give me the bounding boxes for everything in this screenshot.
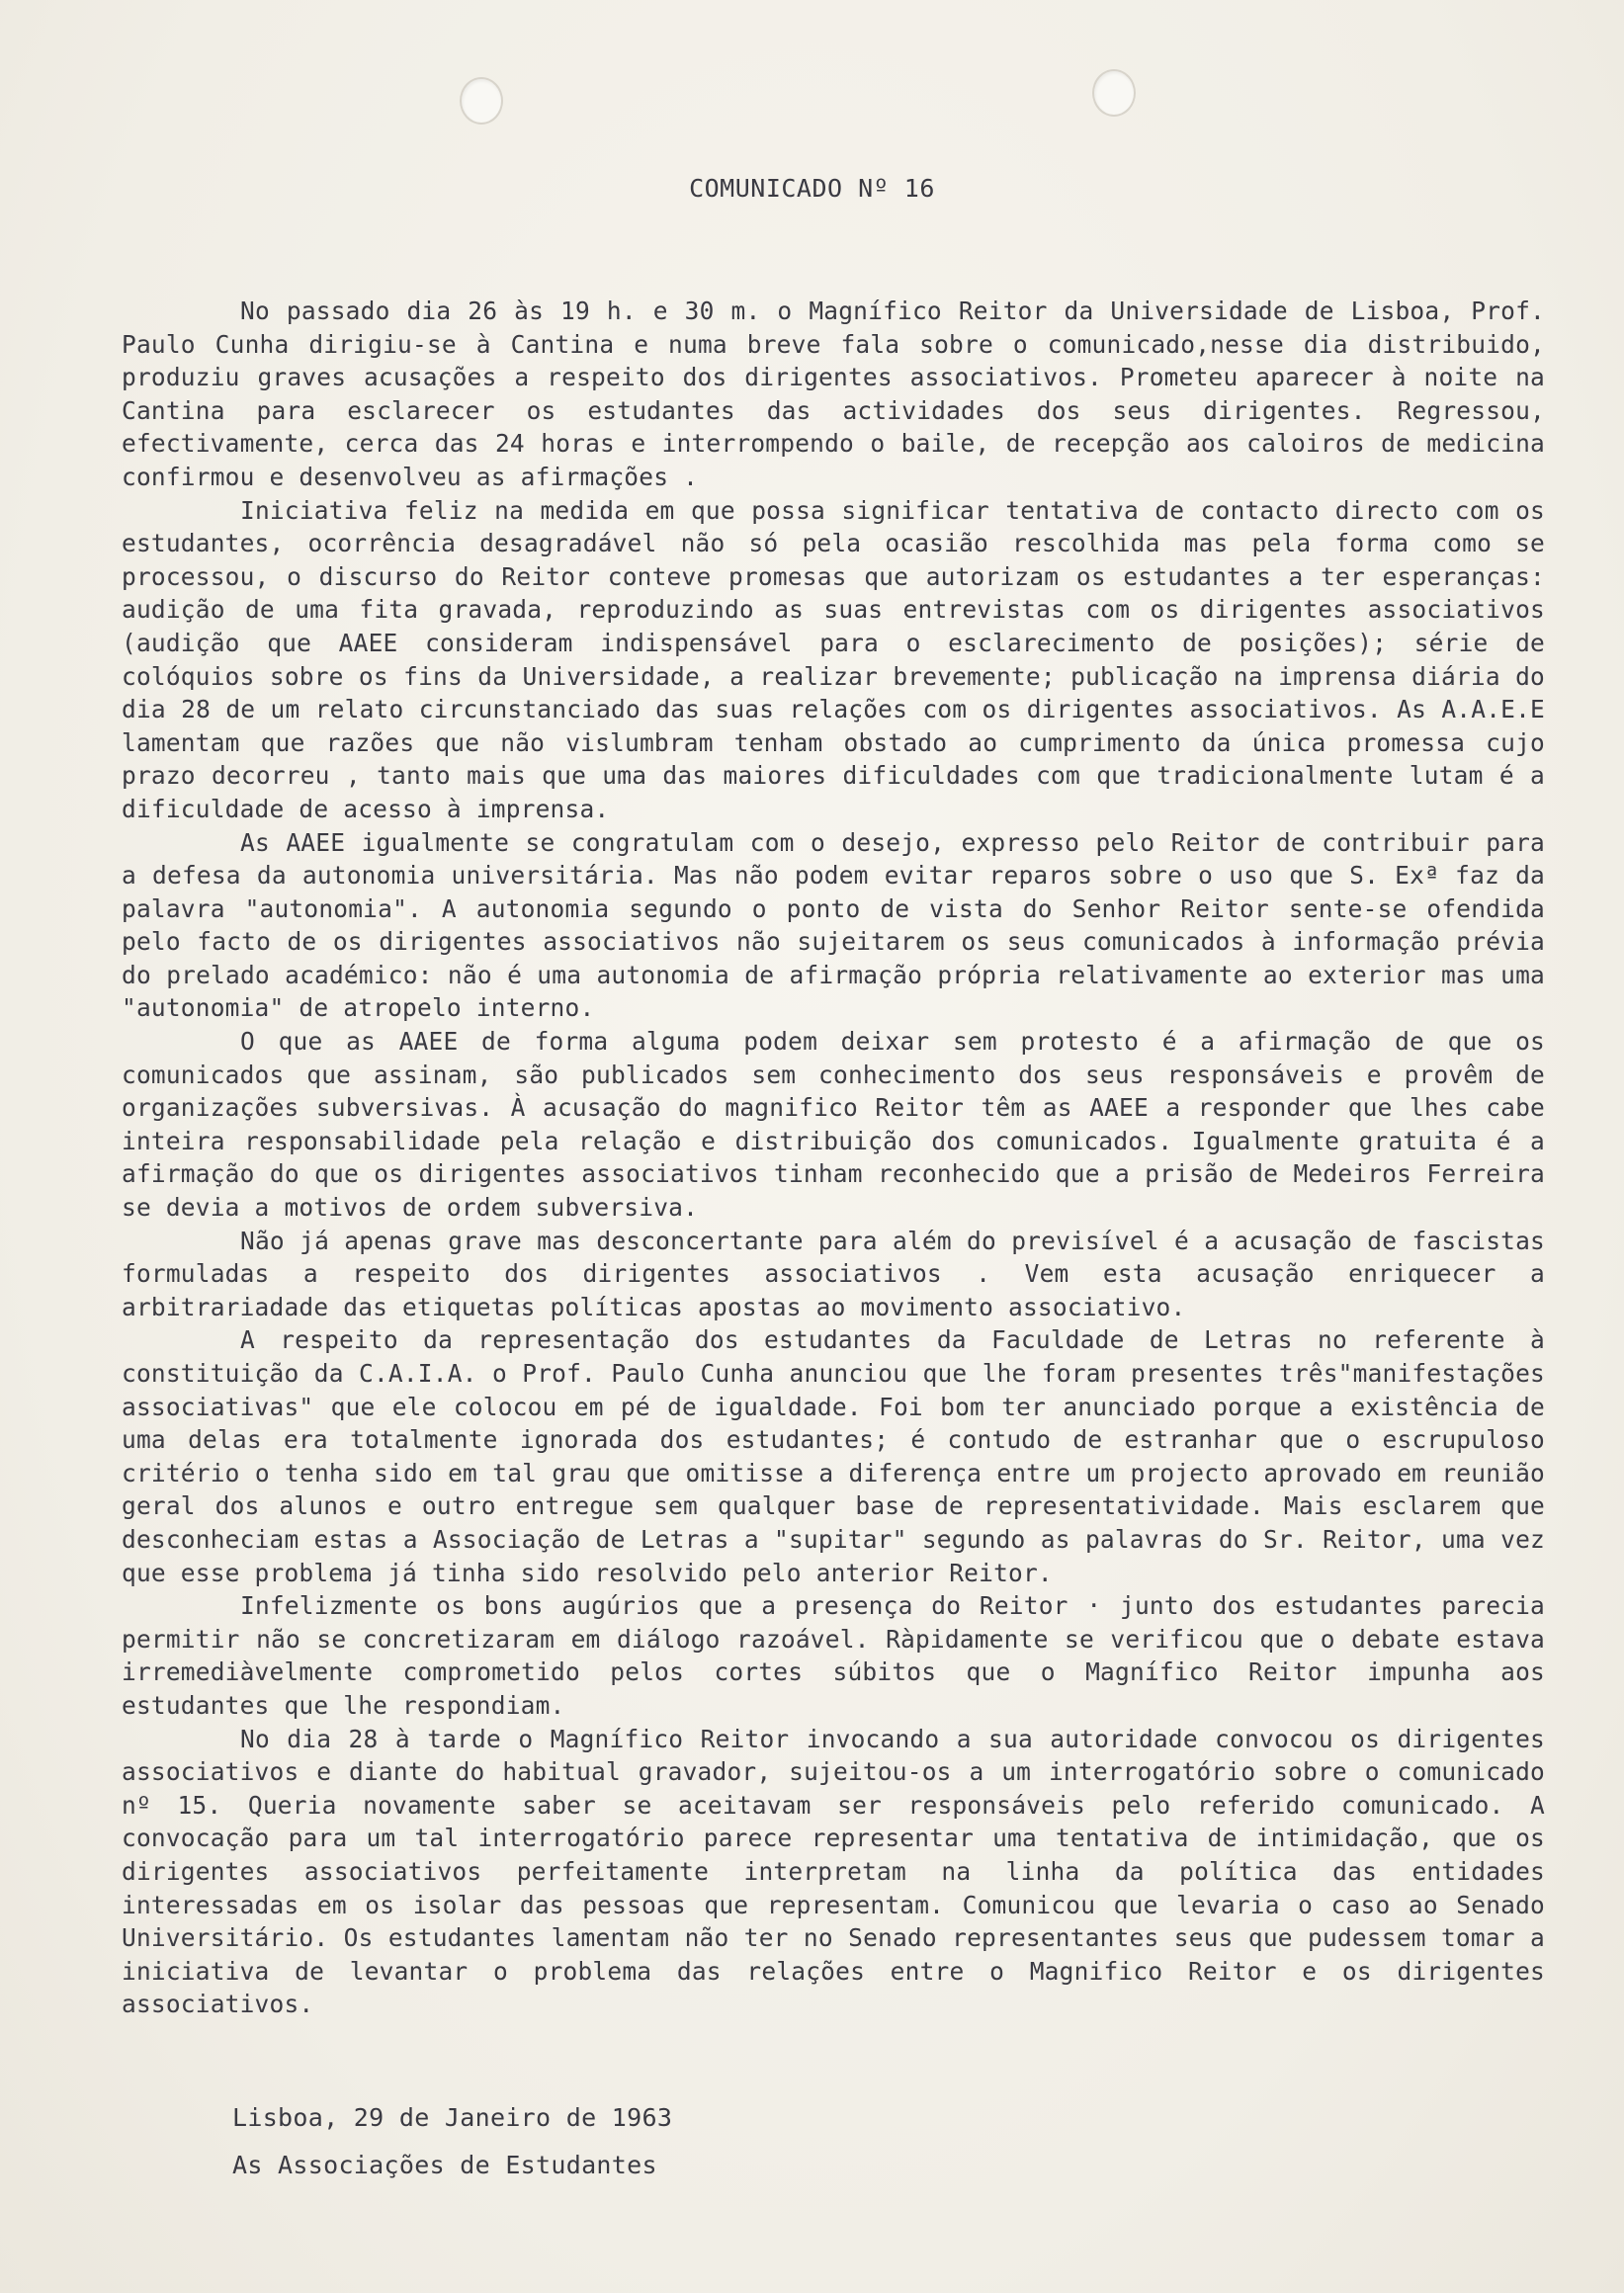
document-body xyxy=(122,295,1545,2021)
paragraph-3: As AAEE igualmente se congratulam com o desejo, expresso pelo Reitor de contribuir para a defesa da autonomia universitária. Mas não podem evitar reparos sobre o uso que S. Exª faz da palavra "autonomia". A autonomia segundo o ponto de vista do Senhor Reitor sente-se ofendida pelo facto de os dirigentes associativos não sujeitarem os seus comunicados à informação prévia do prelado académico: não é uma autonomia de afirmação própria relativamente ao exterior mas uma "autonomia" de atropelo interno. xyxy=(122,827,1545,1023)
paragraph-4: O que as AAEE de forma alguma podem deixar sem protesto é a afirmação de que os comunicados que assinam, são publicados sem conhecimento dos seus responsáveis e provêm de organizações subversivas. À acusação do magnifico Reitor têm as AAEE a responder que lhes cabe inteira responsabilidade pela relação e distribuição dos comunicados. Igualmente gratuita é a afirmação do que os dirigentes associativos tinham reconhecido que a prisão de Medeiros Ferreira se devia a motivos de ordem subversiva. xyxy=(122,1027,1545,1223)
paragraph-2: Iniciativa feliz na medida em que possa significar tentativa de contacto directo com os estudantes, ocorrência desagradável não só pela ocasião rescolhida mas pela forma como se processou, o discurso do Reitor conteve promesas que autorizam os estudantes a ter esperanças: audição de uma fita gravada, reproduzindo as suas entrevistas com os dirigentes associativos (audição que AAEE consideram indispensável para o esclarecimento de posições); série de colóquios sobre os fins da Universidade, a realizar brevemente; publicação na imprensa diária do dia 28 de um relato circunstanciado das suas relações com os dirigentes associativos. As A.A.E.E lamentam que razões que não vislumbram tenham obstado ao cumprimento da única promessa cujo prazo decorreu , tanto mais que uma das maiores dificuldades com que tradicionalmente lutam é a dificuldade de acesso à imprensa. xyxy=(122,495,1545,823)
punch-hole-right xyxy=(1092,69,1136,117)
document-title: COMUNICADO Nº 16 xyxy=(689,174,935,203)
paragraph-8: No dia 28 à tarde o Magnífico Reitor invocando a sua autoridade convocou os dirigentes associativos e diante do habitual gravador, sujeitou-os a um interrogatório sobre o comunicado nº 15. Queria novamente saber se aceitavam ser responsáveis pelo referido comunicado. A convocação para um tal interrogatório parece representar uma tentativa de intimidação, que os dirigentes associativos perfeitamente interpretam na linha da política das entidades interessadas em os isolar das pessoas que representam. Comunicou que levaria o caso ao Senado Universitário. Os estudantes lamentam não ter no Senado representantes seus que pudessem tomar a iniciativa de levantar o problema das relações entre o Magnifico Reitor e os dirigentes associativos. xyxy=(122,1724,1545,2019)
paragraph-5: Não já apenas grave mas desconcertante para além do previsível é a acusação de fascistas formuladas a respeito dos dirigentes associativos . Vem esta acusação enriquecer a arbitrariadade das etiquetas políticas apostas ao movimento associativo. xyxy=(122,1226,1545,1321)
paragraph-6: A respeito da representação dos estudantes da Faculdade de Letras no referente à constituição da C.A.I.A. o Prof. Paulo Cunha anunciou que lhe foram presentes três"manifestações associativas" que ele colocou em pé de igualdade. Foi bom ter anunciado porque a existência de uma delas era totalmente ignorada dos estudantes; é contudo de estranhar que o escrupuloso critério o tenha sido em tal grau que omitisse a diferença entre um projecto aprovado em reunião geral dos alunos e outro entregue sem qualquer base de representatividade. Mais esclarem que desconheciam estas a Associação de Letras a "supitar" segundo as palavras do Sr. Reitor, uma vez que esse problema já tinha sido resolvido pelo anterior Reitor. xyxy=(122,1325,1545,1587)
punch-hole-left xyxy=(460,77,503,125)
paragraph-1: No passado dia 26 às 19 h. e 30 m. o Magnífico Reitor da Universidade de Lisboa, Prof. Paulo Cunha dirigiu-se à Cantina e numa breve fala sobre o comunicado,nesse dia distribuido, produziu graves acusações a respeito dos dirigentes associativos. Prometeu aparecer à noite na Cantina para esclarecer os estudantes das actividades dos seus dirigentes. Regressou, efectivamente, cerca das 24 horas e interrompendo o baile, de recepção aos caloiros de medicina confirmou e desenvolveu as afirmações . xyxy=(122,297,1545,491)
signature: As Associações de Estudantes xyxy=(232,2151,657,2179)
paragraph-7: Infelizmente os bons augúrios que a presença do Reitor · junto dos estudantes parecia permitir não se concretizaram em diálogo razoável. Ràpidamente se verificou que o debate estava irremediàvelmente comprometido pelos cortes súbitos que o Magnífico Reitor impunha aos estudantes que lhe respondiam. xyxy=(122,1591,1545,1720)
place-date: Lisboa, 29 de Janeiro de 1963 xyxy=(232,2103,673,2132)
